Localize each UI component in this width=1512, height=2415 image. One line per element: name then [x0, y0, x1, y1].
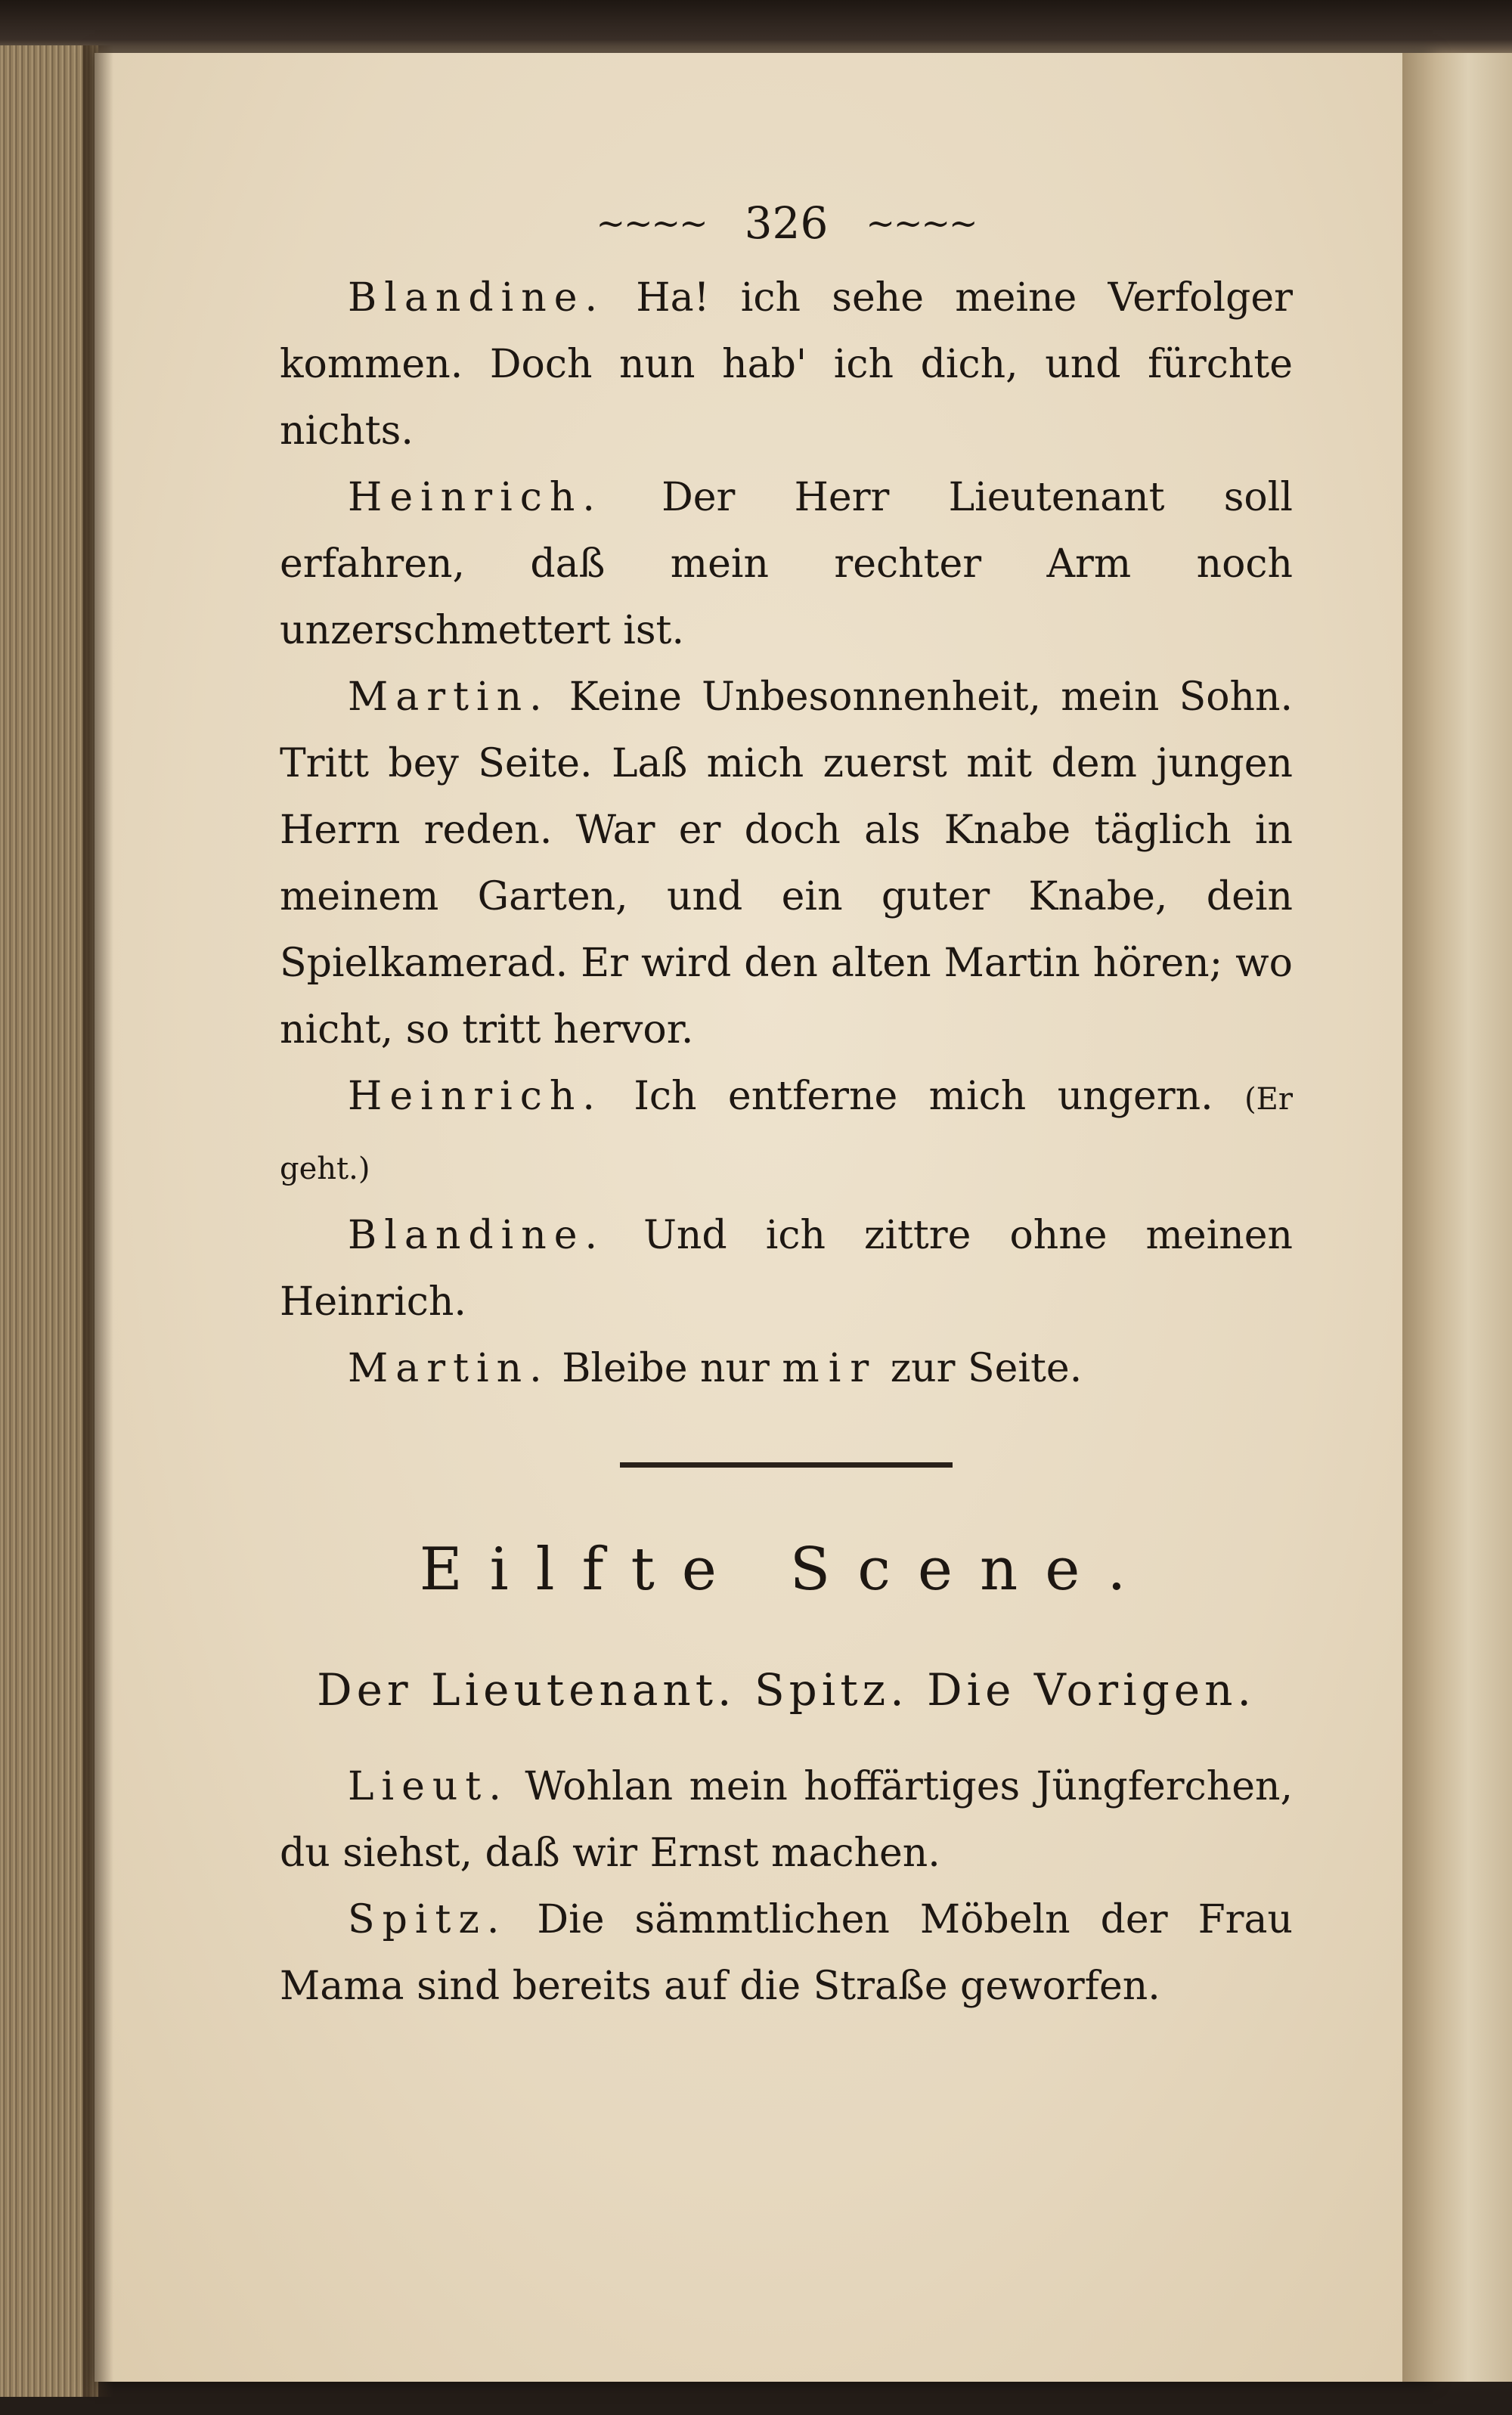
ornament-right: ~~~~: [866, 203, 977, 243]
speech-text: Die sämmtlichen Möbeln der Frau Mama sind bereits auf die Straße geworfen.: [280, 1897, 1294, 2009]
speech-lieutenant-1: [280, 1753, 1293, 1886]
speech-martin-1: [280, 664, 1293, 1063]
emphasized-word: mir: [782, 1346, 878, 1391]
speech-text: Ha! ich sehe meine Verfolger kommen. Doch nun hab' ich dich, und fürchte nichts.: [280, 275, 1293, 454]
page-text: [280, 189, 1293, 2020]
speech-text: Wohlan mein hoffärtiges Jüngferchen, du siehst, daß wir Ernst machen.: [280, 1764, 1294, 1876]
scene-cast: [280, 1657, 1293, 1723]
speech-blandine-1: [280, 265, 1293, 464]
ornament-left: ~~~~: [596, 203, 707, 243]
speech-text: Bleibe nur: [562, 1346, 770, 1391]
speaker-name: Martin.: [348, 1346, 550, 1391]
speech-heinrich-2: [280, 1063, 1293, 1202]
section-divider: [620, 1462, 953, 1468]
speech-heinrich-1: [280, 464, 1293, 664]
scene-title: Eilfte Scene.: [419, 1536, 1154, 1604]
speech-text: Und ich zittre ohne meinen Heinrich.: [280, 1213, 1293, 1325]
stage-direction: (Er geht.): [280, 1082, 1293, 1186]
speech-martin-2: [280, 1335, 1293, 1402]
speaker-name: Heinrich.: [348, 475, 603, 520]
speech-text: Ich entferne mich ungern.: [634, 1074, 1213, 1119]
cast-others: Die Vorigen.: [927, 1664, 1256, 1716]
speech-spitz-1: [280, 1886, 1293, 2020]
book-binding-top: [0, 0, 1512, 57]
page-number: 326: [744, 197, 829, 249]
speech-text: Keine Unbesonnenheit, mein Sohn. Tritt bey Seite. Laß mich zuerst mit dem jungen Herrn reden. War er doch als Knabe täglich in meinem Garten, und ein guter Knabe, dein Spielkamerad. Er wird den alten Martin hören; wo nicht, so tritt hervor.: [280, 674, 1294, 1052]
speaker-name: Heinrich.: [348, 1074, 603, 1119]
speech-text: zur Seite.: [890, 1346, 1083, 1391]
speaker-name: Blandine.: [348, 275, 606, 321]
speaker-name: Lieut.: [348, 1764, 509, 1809]
page-shadow: [83, 45, 113, 2397]
gutter: [1402, 53, 1512, 2382]
cast-lieutenant: Der Lieutenant.: [317, 1664, 736, 1716]
speaker-name: Martin.: [348, 674, 550, 720]
cast-spitz: Spitz.: [754, 1664, 909, 1716]
page-header: [280, 189, 1293, 257]
speech-text: Der Herr Lieutenant soll erfahren, daß mein rechter Arm noch unzerschmettert ist.: [280, 475, 1293, 653]
speaker-name: Blandine.: [348, 1213, 606, 1258]
speaker-name: Spitz.: [348, 1897, 507, 1942]
speech-blandine-2: [280, 1202, 1293, 1335]
